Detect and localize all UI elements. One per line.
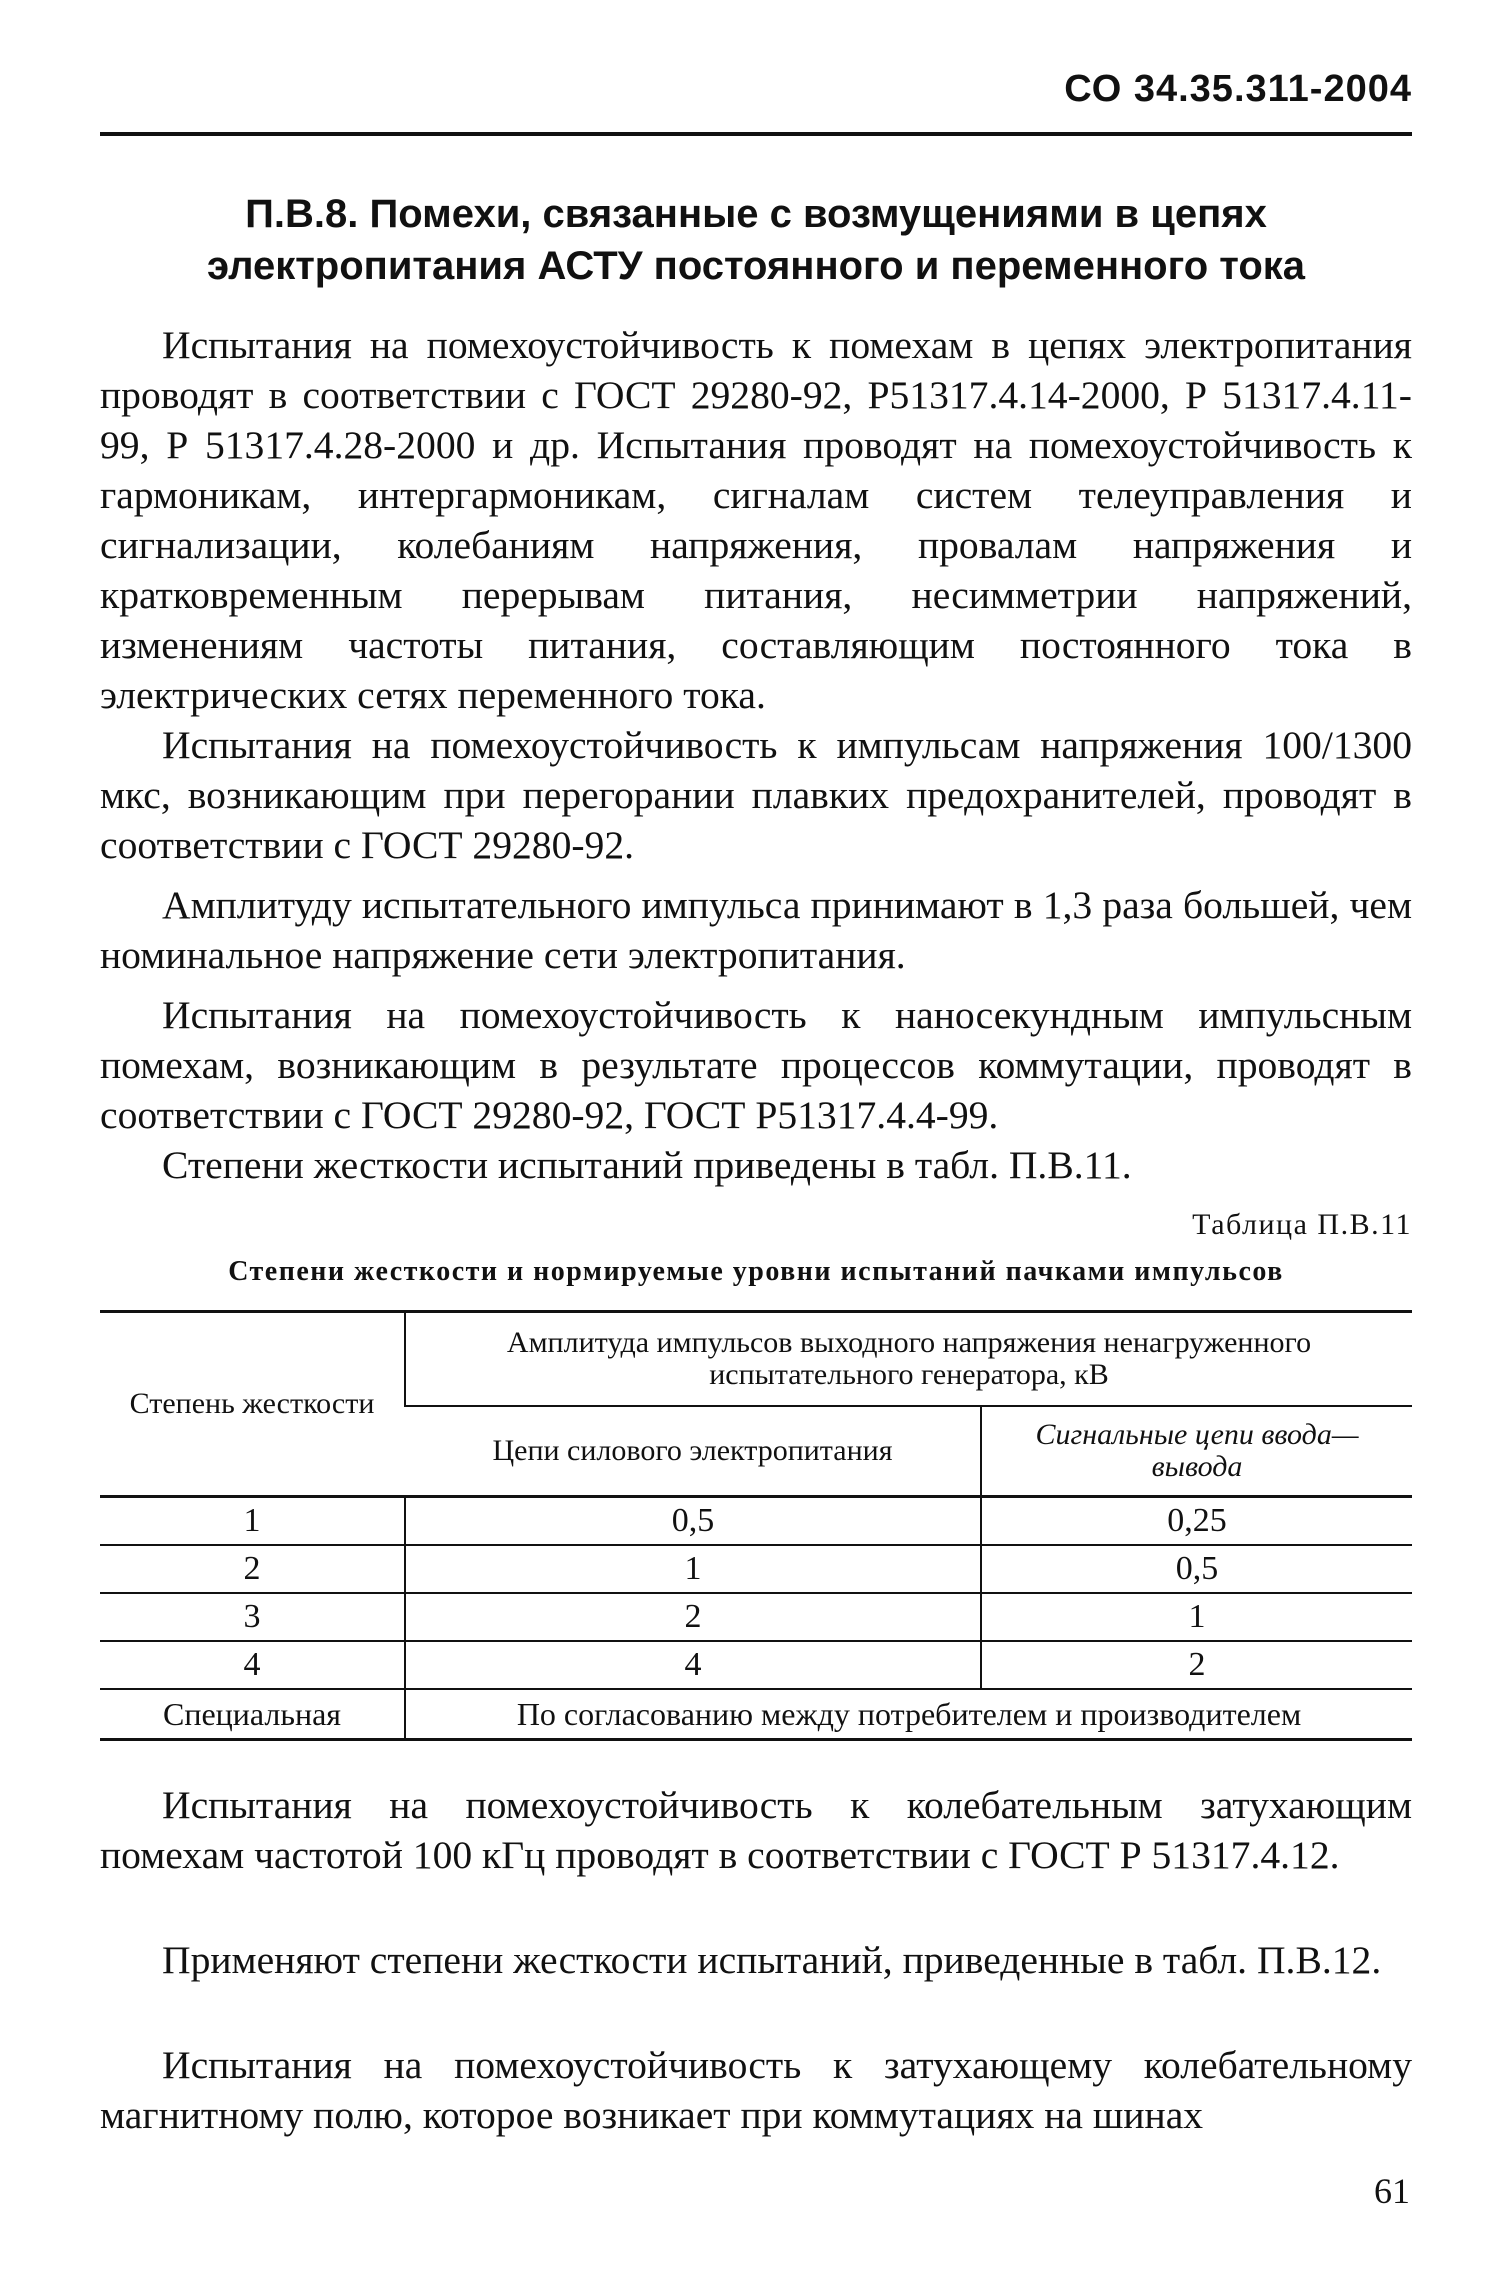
cell-signal: 2 (981, 1641, 1412, 1689)
page-number: 61 (1374, 2171, 1410, 2211)
paragraph-7-block (100, 1935, 1412, 1985)
header-power-circuits: Цепи силового электропитания (405, 1406, 981, 1497)
paragraph-2-block (100, 720, 1412, 870)
table-row-special (100, 1689, 1412, 1740)
section-title (100, 188, 1412, 292)
paragraph-5-block (100, 1140, 1412, 1190)
document-code: СО 34.35.311-2004 (1064, 68, 1412, 110)
cell-power: 0,5 (405, 1497, 981, 1546)
table-row (100, 1545, 1412, 1593)
cell-signal: 0,5 (981, 1545, 1412, 1593)
paragraph-1-block (100, 320, 1412, 720)
header-amplitude-group: Амплитуда импульсов выходного напряжения ненагруженного испытательного генератора, кВ (405, 1312, 1412, 1407)
table-caption: Степени жесткости и нормируемые уровни испытаний пачками импульсов (228, 1256, 1284, 1287)
cell-signal: 1 (981, 1593, 1412, 1641)
paragraph: Испытания на помехоустойчивость к затухающему колебательному магнитному полю, которое возникает при коммутациях на шинах (100, 2043, 1412, 2137)
paragraph: Испытания на помехоустойчивость к помехам в цепях электропитания проводят в соответствии с ГОСТ 29280-92, Р51317.4.14-2000, Р 51317.4.11-99, Р 51317.4.28-2000 и др. Испытания проводят на помехоустойчивость к гармоникам, интергармоникам, сигналам систем телеуправления и сигнализации, колебаниям напряжения, провалам напряжения и кратковременным перерывам питания, несимметрии напряжений, изменениям частоты питания, составляющим постоянного тока в электрических сетях переменного тока. (100, 323, 1412, 717)
section-title-line-2: электропитания АСТУ постоянного и переменного тока (206, 244, 1306, 288)
cell-signal: 0,25 (981, 1497, 1412, 1546)
header-grade: Степень жесткости (100, 1312, 405, 1497)
paragraph: Испытания на помехоустойчивость к импульсам напряжения 100/1300 мкс, возникающим при перегорании плавких предохранителей, проводят в соответствии с ГОСТ 29280-92. (100, 723, 1412, 867)
section-title-line-1: П.В.8. Помехи, связанные с возмущениями в цепях (245, 192, 1267, 236)
table-label: Таблица П.В.11 (1192, 1208, 1412, 1241)
cell-grade: 3 (100, 1593, 405, 1641)
cell-power: 2 (405, 1593, 981, 1641)
paragraph-6-block (100, 1780, 1412, 1880)
header-rule (100, 132, 1412, 136)
paragraph: Испытания на помехоустойчивость к колебательным затухающим помехам частотой 100 кГц проводят в соответствии с ГОСТ Р 51317.4.12. (100, 1783, 1412, 1877)
cell-power: 1 (405, 1545, 981, 1593)
table-row (100, 1641, 1412, 1689)
cell-grade: 4 (100, 1641, 405, 1689)
header-signal-circuits: Сигнальные цепи ввода— вывода (981, 1406, 1412, 1497)
paragraph-3-block (100, 880, 1412, 980)
paragraph: Степени жесткости испытаний приведены в табл. П.В.11. (162, 1143, 1132, 1187)
cell-special-value: По согласованию между потребителем и производителем (405, 1689, 1412, 1740)
cell-power: 4 (405, 1641, 981, 1689)
paragraph-4-block (100, 990, 1412, 1140)
paragraph: Применяют степени жесткости испытаний, приведенные в табл. П.В.12. (162, 1938, 1382, 1982)
table-row (100, 1497, 1412, 1546)
table-row (100, 1593, 1412, 1641)
paragraph-8-block (100, 2040, 1412, 2140)
cell-grade: 1 (100, 1497, 405, 1546)
paragraph: Амплитуду испытательного импульса принимают в 1,3 раза большей, чем номинальное напряжение сети электропитания. (100, 883, 1412, 977)
severity-table (100, 1310, 1412, 1741)
paragraph: Испытания на помехоустойчивость к наносекундным импульсным помехам, возникающим в результате процессов коммутации, проводят в соответствии с ГОСТ 29280-92, ГОСТ Р51317.4.4-99. (100, 993, 1412, 1137)
cell-grade: 2 (100, 1545, 405, 1593)
cell-grade-special: Специальная (100, 1689, 405, 1740)
